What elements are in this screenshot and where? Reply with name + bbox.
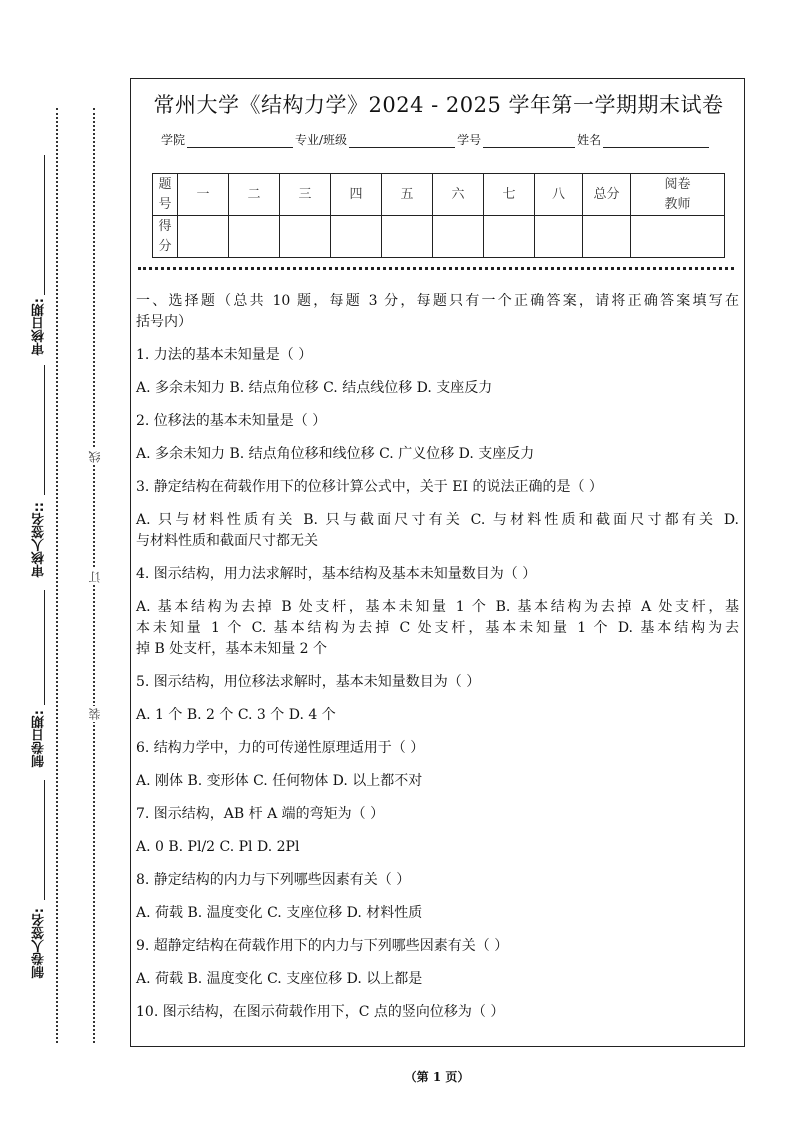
text-line: 4. 图示结构，用力法求解时，基本结构及基本未知量数目为（ ） [136, 566, 537, 582]
question-stem [136, 672, 739, 693]
text-line: 本未知量 1 个 C. 基本结构为去掉 C 处支杆，基本未知量 1 个 D. 基本结构为去 [136, 620, 739, 636]
maker-sign-label: 制卷人签名: [32, 908, 47, 979]
question-stem [136, 564, 739, 585]
text-line: 与材料性质和截面尺寸都无关 [136, 533, 318, 549]
col-4: 四 [331, 174, 382, 216]
score-cell[interactable] [382, 216, 433, 258]
section-heading [136, 291, 739, 333]
binding-char-line: 线 [88, 451, 102, 463]
question-options [136, 378, 739, 399]
col-2: 二 [229, 174, 280, 216]
review-date-label: 审核日期: [32, 298, 47, 356]
question-stem [136, 870, 739, 891]
text-line: A. 荷载 B. 温度变化 C. 支座位移 D. 材料性质 [136, 905, 423, 921]
score-cell[interactable] [631, 216, 725, 258]
reviewer-sign-line [44, 365, 45, 495]
row-head-score: 得 分 [153, 216, 178, 258]
text-line: 掉 B 处支杆，基本未知量 2 个 [136, 641, 327, 657]
col-6: 六 [433, 174, 484, 216]
text-line: A. 多余未知力 B. 结点角位移和线位移 C. 广义位移 D. 支座反力 [136, 446, 535, 462]
score-cell[interactable] [433, 216, 484, 258]
col-3: 三 [280, 174, 331, 216]
question-options [136, 597, 739, 660]
major-field[interactable] [349, 133, 455, 148]
score-cell[interactable] [178, 216, 229, 258]
text-line: A. 刚体 B. 变形体 C. 任何物体 D. 以上都不对 [136, 773, 423, 789]
text-line: 一、选择题（总共 10 题，每题 3 分，每题只有一个正确答案，请将正确答案填写在 [136, 293, 739, 309]
maker-date-line [44, 590, 45, 705]
question-options [136, 969, 739, 990]
question-stem [136, 345, 739, 366]
col-8: 八 [535, 174, 583, 216]
question-options [136, 903, 739, 924]
exam-frame [130, 78, 745, 1047]
id-field[interactable] [483, 133, 575, 148]
col-7: 七 [484, 174, 535, 216]
text-line: 1. 力法的基本未知量是（ ） [136, 347, 313, 363]
text-line: 3. 静定结构在荷载作用下的位移计算公式中，关于 EI 的说法正确的是（ ） [136, 479, 603, 495]
college-field[interactable] [187, 133, 293, 148]
question-stem [136, 1002, 739, 1023]
question-stem [136, 477, 739, 498]
score-cell[interactable] [484, 216, 535, 258]
maker-sign-line [44, 780, 45, 900]
text-line: 8. 静定结构的内力与下列哪些因素有关（ ） [136, 872, 411, 888]
text-line: 括号内） [136, 314, 192, 330]
col-total: 总分 [583, 174, 631, 216]
text-line: 5. 图示结构，用位移法求解时，基本未知量数目为（ ） [136, 674, 481, 690]
text-line: 10. 图示结构，在图示荷载作用下，C 点的竖向位移为（ ） [136, 1004, 505, 1020]
question-options [136, 444, 739, 465]
score-row [153, 216, 725, 258]
question-options [136, 705, 739, 726]
text-line: A. 荷载 B. 温度变化 C. 支座位移 D. 以上都是 [136, 971, 423, 987]
col-1: 一 [178, 174, 229, 216]
question-stem [136, 411, 739, 432]
binding-char-bind: 装 [88, 708, 102, 720]
question-options [136, 771, 739, 792]
text-line: 7. 图示结构，AB 杆 A 端的弯矩为（ ） [136, 806, 385, 822]
score-cell[interactable] [583, 216, 631, 258]
binding-dotted-line-outer [56, 108, 58, 1043]
review-date-line [44, 155, 45, 295]
binding-char-staple: 订 [88, 571, 102, 583]
score-cell[interactable] [280, 216, 331, 258]
score-cell[interactable] [229, 216, 280, 258]
major-label: 专业/班级 [295, 133, 348, 147]
text-line: 9. 超静定结构在荷载作用下的内力与下列哪些因素有关（ ） [136, 938, 509, 954]
name-field[interactable] [603, 133, 709, 148]
text-line: 2. 位移法的基本未知量是（ ） [136, 413, 327, 429]
text-line: A. 1 个 B. 2 个 C. 3 个 D. 4 个 [136, 707, 336, 723]
question-options [136, 510, 739, 552]
text-line: A. 0 B. Pl/2 C. Pl D. 2Pl [136, 839, 300, 855]
question-options [136, 837, 739, 858]
question-stem [136, 804, 739, 825]
question-stem [136, 936, 739, 957]
page-number: （第 1 页） [404, 1070, 470, 1084]
col-5: 五 [382, 174, 433, 216]
exam-title: 常州大学《结构力学》2024 - 2025 学年第一学期期末试卷 [153, 93, 724, 117]
text-line: 6. 结构力学中，力的可传递性原理适用于（ ） [136, 740, 425, 756]
col-grader: 阅卷 教师 [631, 174, 725, 216]
text-line: A. 多余未知力 B. 结点角位移 C. 结点线位移 D. 支座反力 [136, 380, 493, 396]
text-line: A. 基本结构为去掉 B 处支杆，基本未知量 1 个 B. 基本结构为去掉 A 处支杆，基 [136, 599, 739, 615]
id-label: 学号 [457, 133, 482, 147]
question-number-row [153, 174, 725, 216]
text-line: A. 只与材料性质有关 B. 只与截面尺寸有关 C. 与材料性质和截面尺寸都有关 D. [136, 512, 739, 528]
reviewer-sign-label: 审核人签名:: [32, 502, 47, 578]
question-stem [136, 738, 739, 759]
questions-section [136, 291, 739, 1035]
row-head-question: 题 号 [153, 174, 178, 216]
score-cell[interactable] [535, 216, 583, 258]
maker-date-label: 制卷日期: [32, 710, 47, 768]
score-cell[interactable] [331, 216, 382, 258]
student-info [161, 131, 711, 148]
score-table [152, 173, 725, 258]
college-label: 学院 [161, 133, 186, 147]
section-divider [138, 267, 734, 270]
name-label: 姓名 [577, 133, 602, 147]
